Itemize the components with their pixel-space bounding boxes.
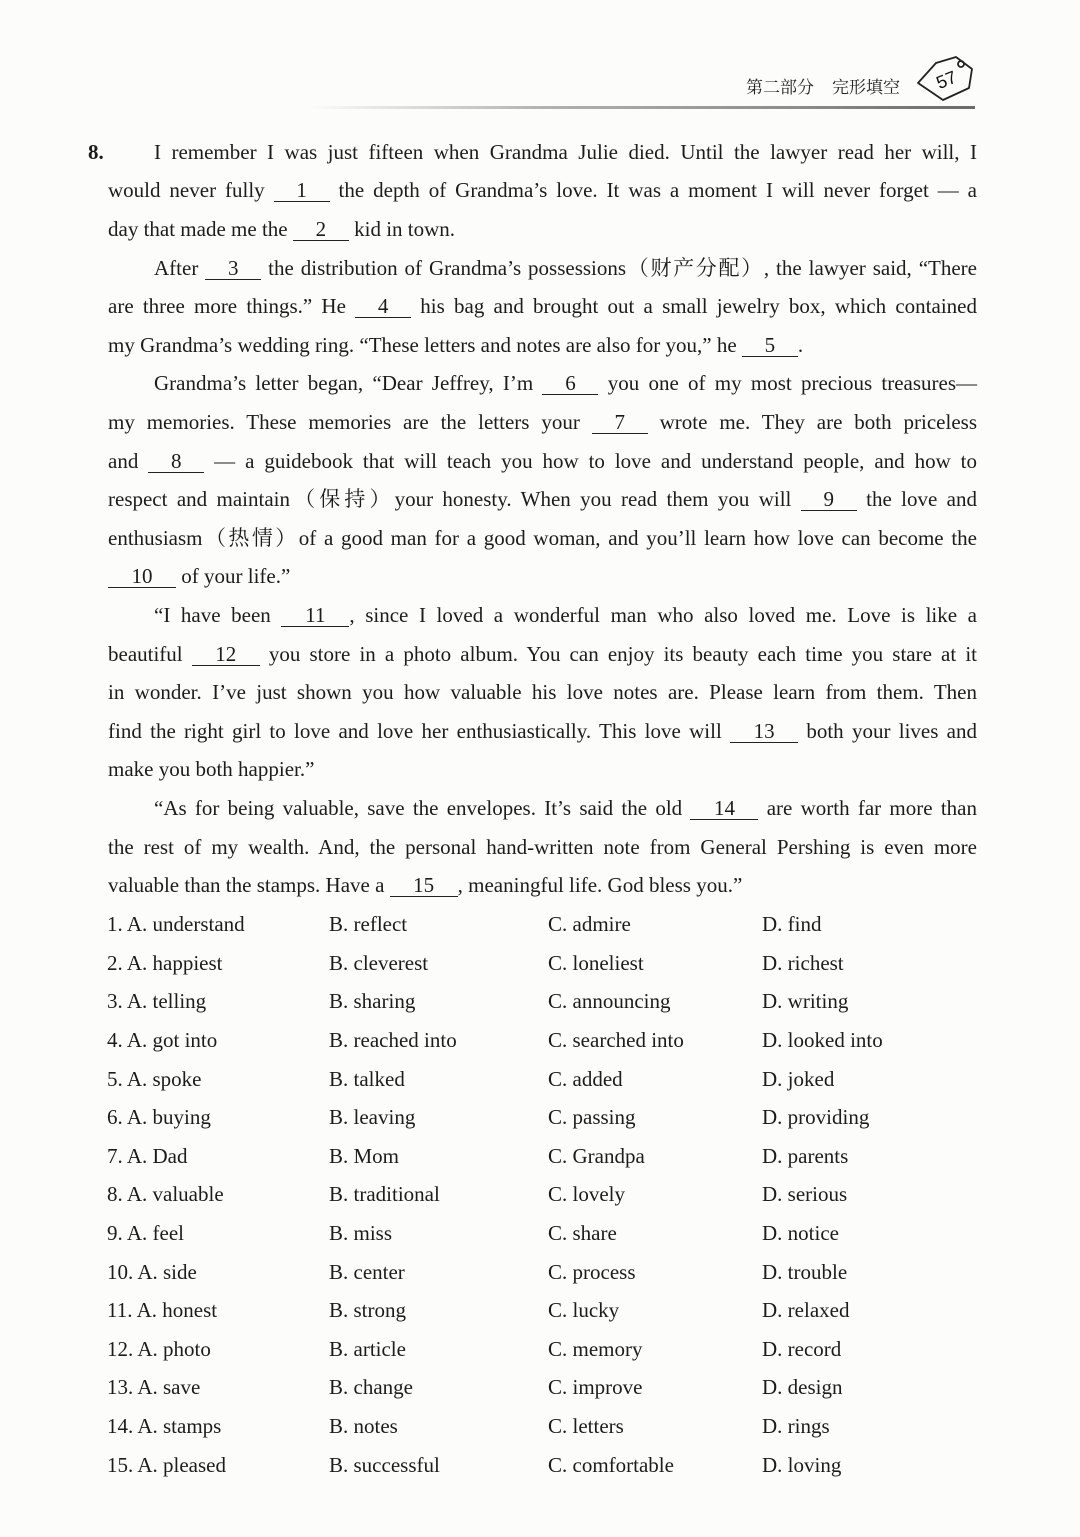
- option-a: A. telling: [126, 989, 207, 1014]
- passage-line: [108, 557, 977, 596]
- passage-text: his bag and brought out a small jewelry box, which contained: [411, 294, 977, 319]
- blank-14: 14: [690, 798, 758, 820]
- passage-text: make you both happier.”: [108, 757, 315, 782]
- option-c: C. Grandpa: [548, 1143, 645, 1168]
- passage-text: are worth far more than: [758, 796, 977, 821]
- option-row: [107, 1330, 977, 1369]
- cloze-passage: [108, 133, 977, 905]
- option-number: 4.: [107, 1027, 123, 1052]
- option-d: D. serious: [762, 1182, 848, 1207]
- option-cell-a: [107, 1175, 329, 1214]
- passage-text: both your lives and: [798, 718, 978, 743]
- passage-text: “I have been: [154, 603, 282, 627]
- passage-text: the depth of Grandma’s love. It was a moment I will never forget — a: [329, 178, 977, 203]
- passage-text: kid in town.: [348, 216, 456, 241]
- option-row: [107, 1407, 977, 1446]
- passage-line: [108, 866, 977, 905]
- option-d: D. record: [762, 1336, 842, 1361]
- header-divider: [310, 106, 975, 109]
- option-b: B. sharing: [329, 989, 416, 1014]
- option-c: C. passing: [548, 1105, 636, 1130]
- blank-8: 8: [148, 451, 204, 473]
- option-d: D. design: [762, 1375, 843, 1400]
- option-number: 10.: [107, 1259, 134, 1284]
- passage-text: enthusiasm（热情）of a good man for a good woman, and you’ll learn how love can become the: [108, 525, 977, 550]
- option-a: A. valuable: [126, 1182, 224, 1207]
- option-d: D. relaxed: [762, 1298, 850, 1323]
- passage-text: respect and maintain（保持）your honesty. When you read them you will: [108, 487, 801, 512]
- option-row: [107, 1060, 977, 1099]
- option-a: A. buying: [126, 1105, 211, 1130]
- passage-line: [108, 480, 977, 519]
- option-number: 6.: [107, 1105, 123, 1130]
- option-b: B. change: [329, 1375, 413, 1400]
- option-a: A. honest: [136, 1298, 218, 1323]
- option-cell-a: [107, 1330, 329, 1369]
- option-c: C. added: [548, 1066, 623, 1091]
- passage-line: [108, 750, 977, 789]
- option-cell-a: [107, 982, 329, 1021]
- blank-7: 7: [592, 412, 648, 434]
- option-c: C. lovely: [548, 1182, 625, 1207]
- option-a: A. feel: [126, 1220, 184, 1245]
- option-number: 7.: [107, 1143, 123, 1168]
- blank-2: 2: [293, 219, 349, 241]
- option-d: D. parents: [762, 1143, 849, 1168]
- option-a: A. save: [137, 1375, 201, 1400]
- option-row: [107, 1098, 977, 1137]
- option-number: 13.: [107, 1375, 134, 1400]
- blank-4: 4: [355, 296, 411, 318]
- passage-line: [108, 673, 977, 712]
- option-number: 5.: [107, 1066, 123, 1091]
- option-row: [107, 944, 977, 983]
- option-number: 11.: [107, 1298, 133, 1323]
- passage-line: [108, 364, 977, 403]
- option-cell-a: [107, 1098, 329, 1137]
- passage-text: my memories. These memories are the letters your: [108, 409, 592, 434]
- passage-text: you store in a photo album. You can enjoy its beauty each time you stare at it: [259, 641, 978, 666]
- option-row: [107, 905, 977, 944]
- passage-line: [108, 442, 977, 481]
- running-header: [746, 76, 900, 100]
- passage-line: [108, 403, 977, 442]
- option-number: 8.: [107, 1182, 123, 1207]
- option-c: C. share: [548, 1220, 617, 1245]
- option-number: 3.: [107, 989, 123, 1014]
- option-b: B. Mom: [329, 1143, 400, 1168]
- option-d: D. find: [762, 912, 822, 937]
- option-d: D. writing: [762, 989, 849, 1014]
- option-c: C. comfortable: [548, 1452, 674, 1477]
- option-row: [107, 1446, 977, 1485]
- answer-options: [107, 905, 977, 1484]
- passage-line: [108, 171, 977, 210]
- passage-line: [108, 789, 977, 828]
- option-c: C. letters: [548, 1414, 624, 1439]
- option-a: A. spoke: [126, 1066, 202, 1091]
- blank-9: 9: [801, 489, 857, 511]
- passage-text: and: [108, 448, 149, 473]
- option-a: A. side: [137, 1259, 197, 1284]
- option-number: 14.: [107, 1414, 134, 1439]
- blank-11: 11: [281, 605, 349, 627]
- passage-text: Grandma’s letter began, “Dear Jeffrey, I’m: [154, 371, 543, 396]
- option-row: [107, 1021, 977, 1060]
- option-a: A. Dad: [126, 1143, 188, 1168]
- option-b: B. cleverest: [329, 950, 429, 975]
- option-cell-a: [107, 1368, 329, 1407]
- option-c: C. loneliest: [548, 950, 644, 975]
- page-number-tag: [906, 50, 978, 106]
- passage-text: my Grandma’s wedding ring. “These letters and notes are also for you,” he: [108, 332, 742, 357]
- option-b: B. leaving: [329, 1105, 416, 1130]
- passage-line: [108, 326, 977, 365]
- option-a: A. happiest: [126, 950, 223, 975]
- option-number: 12.: [107, 1336, 134, 1361]
- option-d: D. trouble: [762, 1259, 848, 1284]
- option-d: D. joked: [762, 1066, 835, 1091]
- option-cell-a: [107, 944, 329, 983]
- passage-line: [108, 210, 977, 249]
- passage-text: day that made me the: [108, 216, 293, 241]
- blank-12: 12: [192, 644, 260, 666]
- passage-text: After: [154, 255, 206, 280]
- option-b: B. notes: [329, 1414, 398, 1439]
- blank-10: 10: [108, 566, 176, 588]
- passage-text: of your life.”: [176, 564, 291, 589]
- passage-text: .: [797, 332, 804, 357]
- option-cell-a: [107, 1446, 329, 1485]
- option-b: B. center: [329, 1259, 405, 1284]
- section-label: 第二部分: [746, 78, 814, 98]
- option-c: C. improve: [548, 1375, 643, 1400]
- option-b: B. strong: [329, 1298, 407, 1323]
- passage-line: [108, 635, 977, 674]
- option-b: B. talked: [329, 1066, 405, 1091]
- option-c: C. announcing: [548, 989, 671, 1014]
- option-row: [107, 982, 977, 1021]
- option-row: [107, 1175, 977, 1214]
- passage-line: [108, 287, 977, 326]
- blank-1: 1: [274, 180, 330, 202]
- option-c: C. searched into: [548, 1027, 684, 1052]
- option-b: B. successful: [329, 1452, 440, 1477]
- passage-text: , since I loved a wonderful man who also loved me. Love is like a: [349, 603, 977, 627]
- option-row: [107, 1291, 977, 1330]
- option-number: 1.: [107, 912, 123, 937]
- option-cell-a: [107, 1137, 329, 1176]
- question-number: 8.: [88, 139, 104, 164]
- option-c: C. process: [548, 1259, 636, 1284]
- passage-text: the love and: [856, 487, 977, 512]
- blank-15: 15: [390, 875, 458, 897]
- option-cell-a: [107, 1291, 329, 1330]
- passage-line: [108, 712, 977, 751]
- option-b: B. reached into: [329, 1027, 457, 1052]
- option-number: 9.: [107, 1220, 123, 1245]
- passage-text: beautiful: [108, 641, 192, 666]
- passage-line: [108, 828, 977, 867]
- option-row: [107, 1253, 977, 1292]
- option-b: B. traditional: [329, 1182, 440, 1207]
- option-d: D. providing: [762, 1105, 870, 1130]
- option-cell-a: [107, 1021, 329, 1060]
- passage-line: [108, 249, 977, 288]
- option-c: C. memory: [548, 1336, 643, 1361]
- option-row: [107, 1368, 977, 1407]
- option-number: 15.: [107, 1452, 134, 1477]
- option-a: A. understand: [126, 912, 245, 937]
- passage-text: in wonder. I’ve just shown you how valuable his love notes are. Please learn from them. Then: [108, 680, 977, 705]
- option-a: A. photo: [137, 1336, 211, 1361]
- passage-line: [108, 133, 977, 172]
- blank-6: 6: [542, 373, 598, 395]
- blank-3: 3: [205, 258, 261, 280]
- option-b: B. reflect: [329, 912, 408, 937]
- option-row: [107, 1137, 977, 1176]
- option-cell-a: [107, 1407, 329, 1446]
- passage-text: valuable than the stamps. Have a: [108, 873, 390, 898]
- page-number: 57: [933, 66, 960, 93]
- passage-text: I remember I was just fifteen when Grandma Julie died. Until the lawyer read her will, I: [154, 139, 977, 164]
- passage-line: [108, 519, 977, 558]
- option-d: D. richest: [762, 950, 844, 975]
- option-d: D. rings: [762, 1414, 830, 1439]
- option-b: B. miss: [329, 1220, 393, 1245]
- option-a: A. pleased: [137, 1452, 226, 1477]
- passage-text: , meaningful life. God bless you.”: [457, 873, 743, 898]
- passage-text: are three more things.” He: [108, 294, 356, 319]
- option-c: C. lucky: [548, 1298, 620, 1323]
- section-title: 完形填空: [832, 78, 900, 98]
- passage-text: — a guidebook that will teach you how to love and understand people, and how to: [204, 448, 977, 473]
- option-number: 2.: [107, 950, 123, 975]
- option-d: D. looked into: [762, 1027, 883, 1052]
- option-a: A. stamps: [137, 1414, 222, 1439]
- option-cell-a: [107, 1214, 329, 1253]
- option-row: [107, 1214, 977, 1253]
- passage-line: [108, 596, 977, 635]
- option-c: C. admire: [548, 912, 631, 937]
- blank-13: 13: [730, 721, 798, 743]
- option-d: D. notice: [762, 1220, 839, 1245]
- passage-text: the rest of my wealth. And, the personal hand-written note from General Pershing is even more: [108, 834, 977, 859]
- passage-text: “As for being valuable, save the envelopes. It’s said the old: [154, 796, 691, 821]
- option-cell-a: [107, 1060, 329, 1099]
- passage-text: wrote me. They are both priceless: [647, 409, 978, 434]
- option-a: A. got into: [126, 1027, 218, 1052]
- passage-text: find the right girl to love and love her enthusiastically. This love will: [108, 718, 731, 743]
- option-b: B. article: [329, 1336, 406, 1361]
- option-cell-a: [107, 1253, 329, 1292]
- option-d: D. loving: [762, 1452, 842, 1477]
- passage-text: you one of my most precious treasures—: [598, 371, 977, 396]
- passage-text: the distribution of Grandma’s possessions（财产分配）, the lawyer said, “There: [261, 255, 978, 280]
- blank-5: 5: [742, 335, 798, 357]
- passage-text: would never fully: [108, 178, 274, 203]
- option-cell-a: [107, 905, 329, 944]
